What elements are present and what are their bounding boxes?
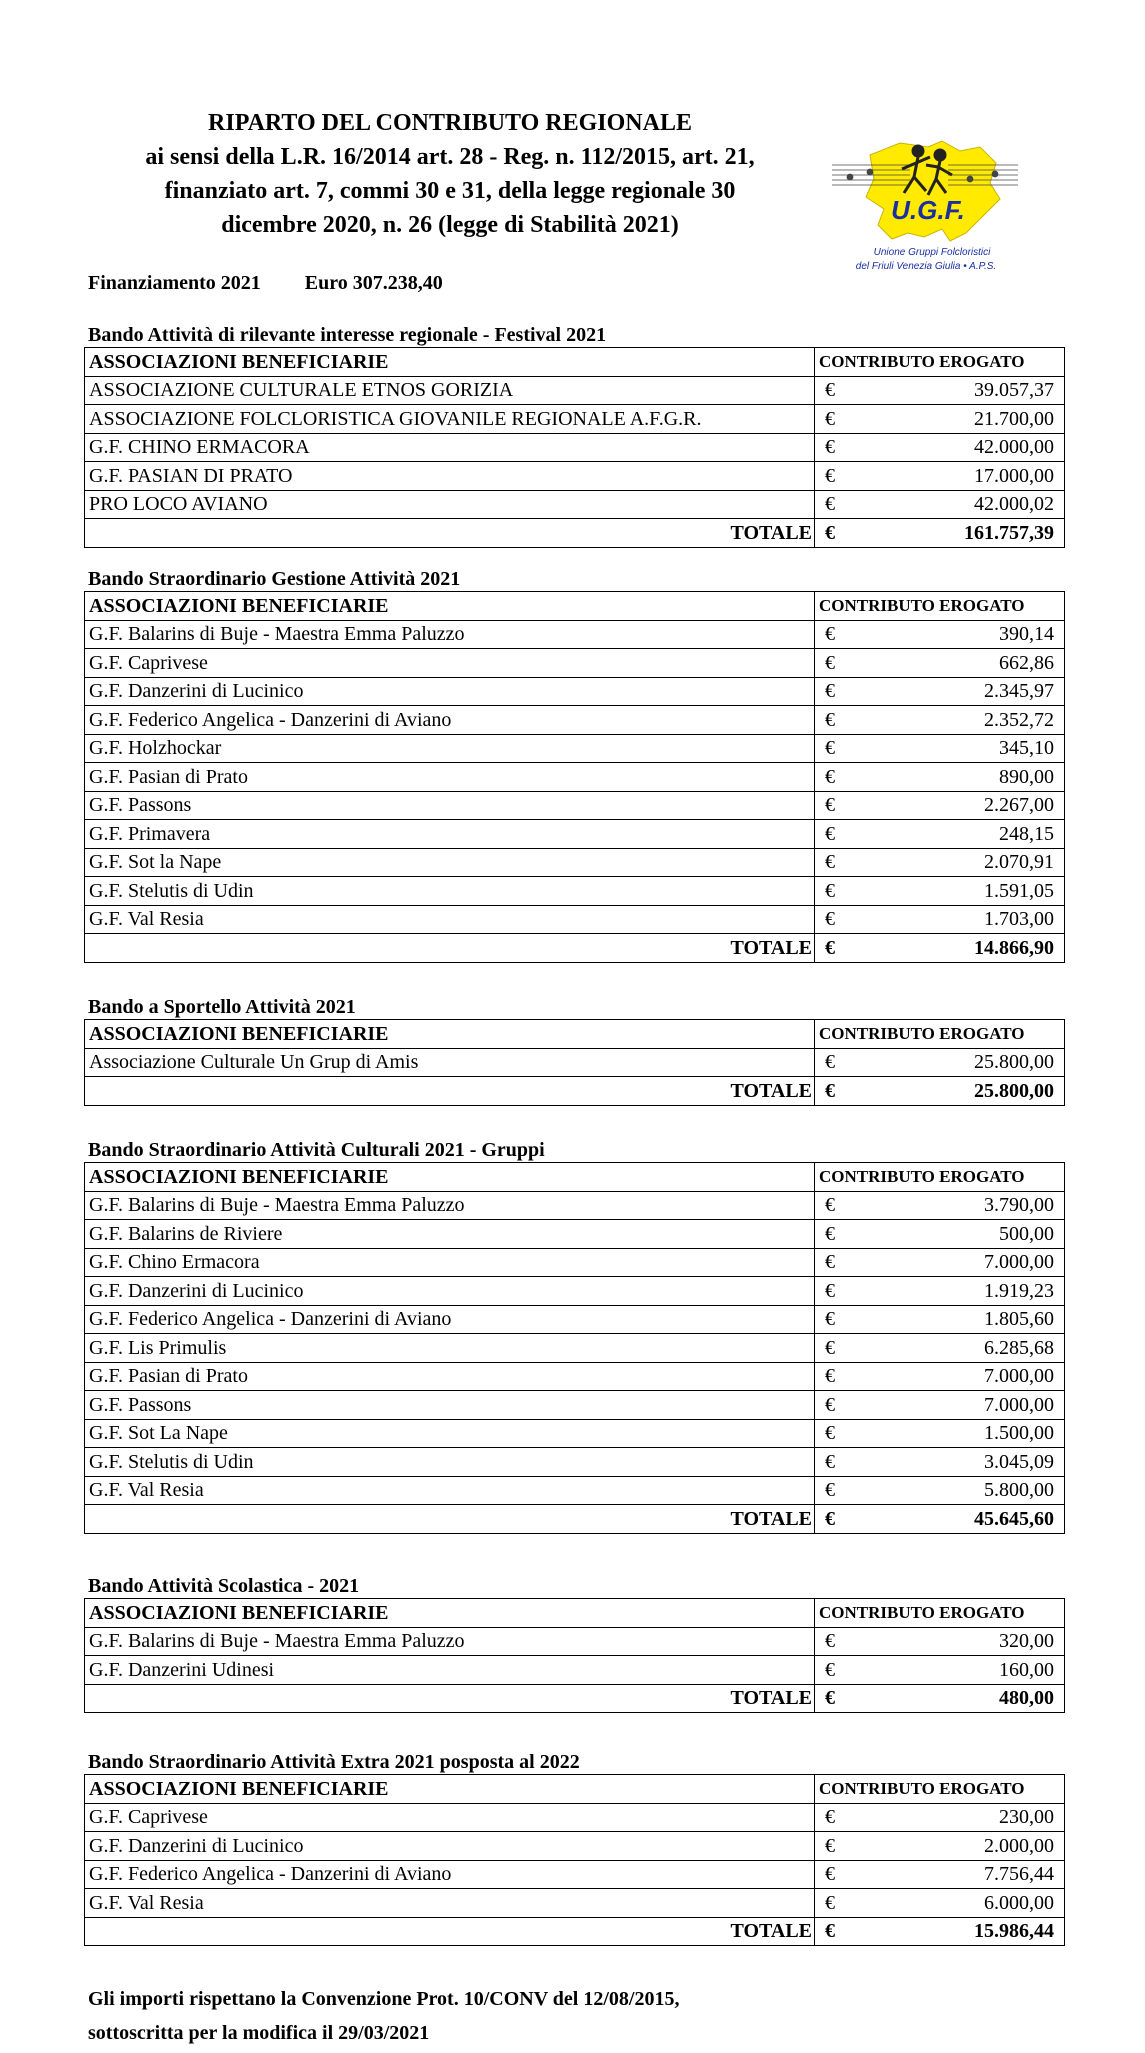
contribution-cell [815,1248,1065,1277]
beneficiary-name: G.F. Balarins de Riviere [85,1220,815,1249]
table-row [85,433,1065,462]
total-cell [815,1684,1065,1713]
total-row [85,519,1065,548]
contribution-amount: 160,00 [999,1658,1054,1681]
contribution-cell [815,1334,1065,1363]
title-line: dicembre 2020, n. 26 (legge di Stabilità 2021) [221,212,679,238]
beneficiaries-table [84,1774,1065,1946]
total-label: TOTALE [85,1077,815,1106]
beneficiary-name: G.F. Balarins di Buje - Maestra Emma Paluzzo [85,1627,815,1656]
currency-symbol: € [825,765,835,788]
total-row [85,1917,1065,1946]
table-row [85,1889,1065,1918]
logo-region-shape [866,141,1000,241]
currency-symbol: € [825,822,835,845]
section-title: Bando Straordinario Attività Culturali 2021 - Gruppi [88,1139,545,1161]
currency-symbol: € [825,1079,835,1102]
contribution-amount: 3.045,09 [984,1450,1054,1473]
contribution-amount: 1.919,23 [984,1279,1054,1302]
header-beneficiaries: ASSOCIAZIONI BENEFICIARIE [85,1020,815,1049]
table-row [85,848,1065,877]
total-amount: 14.866,90 [974,936,1054,959]
beneficiary-name: G.F. Danzerini di Lucinico [85,1832,815,1861]
table-row [85,462,1065,491]
total-cell [815,1505,1065,1534]
contribution-cell [815,1048,1065,1077]
beneficiary-name: G.F. Pasian di Prato [85,763,815,792]
table-row [85,820,1065,849]
total-cell [815,1077,1065,1106]
document-title [90,106,810,242]
logo-caption: del Friuli Venezia Giulia • A.P.S. [855,261,997,272]
contribution-amount: 500,00 [999,1222,1054,1245]
table-row [85,1391,1065,1420]
contribution-cell [815,706,1065,735]
currency-symbol: € [825,737,835,760]
contribution-amount: 230,00 [999,1806,1054,1829]
beneficiary-name: ASSOCIAZIONE CULTURALE ETNOS GORIZIA [85,376,815,405]
currency-symbol: € [825,1336,835,1359]
currency-symbol: € [825,794,835,817]
total-label: TOTALE [85,1684,815,1713]
total-label: TOTALE [85,934,815,963]
currency-symbol: € [825,1251,835,1274]
table-row [85,490,1065,519]
beneficiary-name: G.F. Federico Angelica - Danzerini di Aviano [85,706,815,735]
table-row [85,734,1065,763]
currency-symbol: € [825,879,835,902]
contribution-cell [815,1656,1065,1685]
beneficiary-name: G.F. Balarins di Buje - Maestra Emma Paluzzo [85,1191,815,1220]
table-row [85,905,1065,934]
header-beneficiaries: ASSOCIAZIONI BENEFICIARIE [85,1775,815,1804]
contribution-cell [815,791,1065,820]
funding-amount: Euro 307.238,40 [304,272,443,294]
section-title: Bando Straordinario Gestione Attività 2021 [88,568,461,590]
table-row [85,1048,1065,1077]
currency-symbol: € [825,521,835,544]
contribution-cell [815,1277,1065,1306]
contribution-cell [815,462,1065,491]
currency-symbol: € [825,1450,835,1473]
contribution-cell [815,734,1065,763]
beneficiary-name: G.F. CHINO ERMACORA [85,433,815,462]
beneficiary-name: G.F. Pasian di Prato [85,1362,815,1391]
contribution-amount: 7.000,00 [984,1251,1054,1274]
contribution-cell [815,1391,1065,1420]
currency-symbol: € [825,1365,835,1388]
table-row [85,1220,1065,1249]
contribution-amount: 39.057,37 [974,379,1054,402]
beneficiary-name: G.F. Caprivese [85,1803,815,1832]
section-title: Bando Straordinario Attività Extra 2021 posposta al 2022 [88,1751,580,1773]
total-row [85,1684,1065,1713]
table-row [85,706,1065,735]
contribution-amount: 21.700,00 [974,407,1054,430]
header-contribution: CONTRIBUTO EROGATO [815,1775,1065,1804]
beneficiary-name: G.F. Danzerini di Lucinico [85,1277,815,1306]
footer-note [88,1982,679,2050]
contribution-amount: 7.000,00 [984,1393,1054,1416]
table-row [85,677,1065,706]
header-contribution: CONTRIBUTO EROGATO [815,348,1065,377]
beneficiary-name: ASSOCIAZIONE FOLCLORISTICA GIOVANILE REGIONALE A.F.G.R. [85,405,815,434]
contribution-amount: 890,00 [999,765,1054,788]
contribution-cell [815,1803,1065,1832]
logo-caption: Unione Gruppi Folcloristici [873,247,991,258]
beneficiary-name: G.F. Stelutis di Udin [85,1448,815,1477]
contribution-amount: 7.756,44 [984,1863,1054,1886]
contribution-cell [815,433,1065,462]
section-title: Bando Attività di rilevante interesse regionale - Festival 2021 [88,324,607,346]
ugf-logo [830,137,1020,279]
table-row [85,1419,1065,1448]
funding-section [84,567,1064,963]
funding-line [88,272,443,295]
contribution-amount: 42.000,00 [974,436,1054,459]
header-contribution: CONTRIBUTO EROGATO [815,1599,1065,1628]
funding-label: Finanziamento 2021 [88,272,261,294]
beneficiary-name: G.F. Val Resia [85,1476,815,1505]
beneficiary-name: G.F. Primavera [85,820,815,849]
beneficiary-name: PRO LOCO AVIANO [85,490,815,519]
table-row [85,1448,1065,1477]
currency-symbol: € [825,1051,835,1074]
total-amount: 161.757,39 [964,521,1054,544]
currency-symbol: € [825,493,835,516]
beneficiary-name: G.F. Stelutis di Udin [85,877,815,906]
beneficiary-name: G.F. Federico Angelica - Danzerini di Aviano [85,1305,815,1334]
currency-symbol: € [825,851,835,874]
table-header-row [85,1775,1065,1804]
total-cell [815,934,1065,963]
contribution-cell [815,848,1065,877]
contribution-cell [815,877,1065,906]
beneficiary-name: G.F. Caprivese [85,649,815,678]
contribution-amount: 320,00 [999,1630,1054,1653]
contribution-amount: 2.345,97 [984,680,1054,703]
beneficiary-name: Associazione Culturale Un Grup di Amis [85,1048,815,1077]
currency-symbol: € [825,1920,835,1943]
contribution-amount: 5.800,00 [984,1479,1054,1502]
beneficiary-name: G.F. Passons [85,1391,815,1420]
contribution-cell [815,1305,1065,1334]
title-line: finanziato art. 7, commi 30 e 31, della legge regionale 30 [164,178,736,204]
beneficiaries-table [84,1019,1065,1106]
table-row [85,1248,1065,1277]
contribution-cell [815,1220,1065,1249]
contribution-amount: 248,15 [999,822,1054,845]
beneficiaries-table [84,1598,1065,1713]
beneficiary-name: G.F. Val Resia [85,1889,815,1918]
table-header-row [85,1599,1065,1628]
table-row [85,1627,1065,1656]
currency-symbol: € [825,436,835,459]
contribution-amount: 6.000,00 [984,1891,1054,1914]
table-row [85,1191,1065,1220]
funding-section [84,1138,1064,1534]
total-cell [815,519,1065,548]
table-row [85,1277,1065,1306]
table-row [85,763,1065,792]
contribution-cell [815,1627,1065,1656]
table-row [85,1476,1065,1505]
contribution-cell [815,620,1065,649]
beneficiary-name: G.F. PASIAN DI PRATO [85,462,815,491]
currency-symbol: € [825,1630,835,1653]
funding-section [84,1750,1064,1946]
table-header-row [85,1163,1065,1192]
currency-symbol: € [825,1308,835,1331]
total-amount: 15.986,44 [974,1920,1054,1943]
contribution-cell [815,1860,1065,1889]
currency-symbol: € [825,936,835,959]
contribution-amount: 345,10 [999,737,1054,760]
total-amount: 45.645,60 [974,1507,1054,1530]
currency-symbol: € [825,1891,835,1914]
logo-text: U.G.F. [891,195,965,225]
contribution-cell [815,905,1065,934]
contribution-amount: 2.000,00 [984,1834,1054,1857]
table-row [85,1334,1065,1363]
currency-symbol: € [825,1279,835,1302]
table-row [85,405,1065,434]
contribution-cell [815,376,1065,405]
contribution-cell [815,763,1065,792]
contribution-cell [815,677,1065,706]
footer-line: Gli importi rispettano la Convenzione Prot. 10/CONV del 12/08/2015, [88,1988,680,2010]
beneficiary-name: G.F. Federico Angelica - Danzerini di Aviano [85,1860,815,1889]
beneficiary-name: G.F. Lis Primulis [85,1334,815,1363]
beneficiary-name: G.F. Passons [85,791,815,820]
table-row [85,791,1065,820]
beneficiaries-table [84,347,1065,548]
contribution-amount: 1.500,00 [984,1422,1054,1445]
contribution-cell [815,405,1065,434]
currency-symbol: € [825,1863,835,1886]
currency-symbol: € [825,1222,835,1245]
table-row [85,1656,1065,1685]
contribution-cell [815,1362,1065,1391]
beneficiary-name: G.F. Balarins di Buje - Maestra Emma Paluzzo [85,620,815,649]
beneficiary-name: G.F. Sot La Nape [85,1419,815,1448]
beneficiary-name: G.F. Val Resia [85,905,815,934]
beneficiaries-table [84,591,1065,963]
contribution-amount: 42.000,02 [974,493,1054,516]
total-label: TOTALE [85,1917,815,1946]
currency-symbol: € [825,379,835,402]
contribution-amount: 1.805,60 [984,1308,1054,1331]
contribution-cell [815,649,1065,678]
table-header-row [85,348,1065,377]
currency-symbol: € [825,1658,835,1681]
currency-symbol: € [825,1422,835,1445]
header-beneficiaries: ASSOCIAZIONI BENEFICIARIE [85,348,815,377]
contribution-amount: 2.070,91 [984,851,1054,874]
total-amount: 25.800,00 [974,1079,1054,1102]
total-label: TOTALE [85,519,815,548]
contribution-amount: 7.000,00 [984,1365,1054,1388]
contribution-cell [815,1832,1065,1861]
currency-symbol: € [825,908,835,931]
beneficiary-name: G.F. Holzhockar [85,734,815,763]
table-row [85,1832,1065,1861]
contribution-amount: 1.591,05 [984,879,1054,902]
contribution-cell [815,1476,1065,1505]
contribution-cell [815,1889,1065,1918]
total-row [85,1505,1065,1534]
contribution-amount: 2.267,00 [984,794,1054,817]
currency-symbol: € [825,680,835,703]
currency-symbol: € [825,407,835,430]
currency-symbol: € [825,708,835,731]
beneficiary-name: G.F. Danzerini Udinesi [85,1656,815,1685]
contribution-amount: 6.285,68 [984,1336,1054,1359]
beneficiary-name: G.F. Chino Ermacora [85,1248,815,1277]
table-row [85,376,1065,405]
currency-symbol: € [825,1507,835,1530]
total-amount: 480,00 [999,1687,1054,1710]
header-beneficiaries: ASSOCIAZIONI BENEFICIARIE [85,1163,815,1192]
beneficiary-name: G.F. Sot la Nape [85,848,815,877]
beneficiary-name: G.F. Danzerini di Lucinico [85,677,815,706]
funding-section [84,995,1064,1106]
currency-symbol: € [825,1393,835,1416]
funding-section [84,1574,1064,1713]
header-beneficiaries: ASSOCIAZIONI BENEFICIARIE [85,1599,815,1628]
contribution-amount: 17.000,00 [974,464,1054,487]
contribution-cell [815,1191,1065,1220]
table-row [85,649,1065,678]
table-row [85,1860,1065,1889]
header-beneficiaries: ASSOCIAZIONI BENEFICIARIE [85,592,815,621]
total-row [85,1077,1065,1106]
total-label: TOTALE [85,1505,815,1534]
contribution-amount: 3.790,00 [984,1194,1054,1217]
header-contribution: CONTRIBUTO EROGATO [815,1020,1065,1049]
table-row [85,1362,1065,1391]
section-title: Bando Attività Scolastica - 2021 [88,1575,360,1597]
contribution-cell [815,1419,1065,1448]
contribution-amount: 1.703,00 [984,908,1054,931]
contribution-cell [815,490,1065,519]
contribution-amount: 25.800,00 [974,1051,1054,1074]
header-contribution: CONTRIBUTO EROGATO [815,1163,1065,1192]
contribution-amount: 390,14 [999,623,1054,646]
currency-symbol: € [825,1806,835,1829]
table-row [85,1305,1065,1334]
table-header-row [85,592,1065,621]
title-line: ai sensi della L.R. 16/2014 art. 28 - Reg. n. 112/2015, art. 21, [145,144,755,170]
table-row [85,1803,1065,1832]
currency-symbol: € [825,1479,835,1502]
footer-line: sottoscritta per la modifica il 29/03/2021 [88,2022,430,2044]
beneficiaries-table [84,1162,1065,1534]
funding-section [84,323,1064,548]
total-cell [815,1917,1065,1946]
table-row [85,877,1065,906]
section-title: Bando a Sportello Attività 2021 [88,996,356,1018]
currency-symbol: € [825,1834,835,1857]
table-header-row [85,1020,1065,1049]
title-line: RIPARTO DEL CONTRIBUTO REGIONALE [208,110,692,136]
currency-symbol: € [825,464,835,487]
contribution-amount: 2.352,72 [984,708,1054,731]
contribution-cell [815,1448,1065,1477]
contribution-cell [815,820,1065,849]
total-row [85,934,1065,963]
header-contribution: CONTRIBUTO EROGATO [815,592,1065,621]
currency-symbol: € [825,651,835,674]
currency-symbol: € [825,1687,835,1710]
contribution-amount: 662,86 [999,651,1054,674]
table-row [85,620,1065,649]
currency-symbol: € [825,1194,835,1217]
currency-symbol: € [825,623,835,646]
